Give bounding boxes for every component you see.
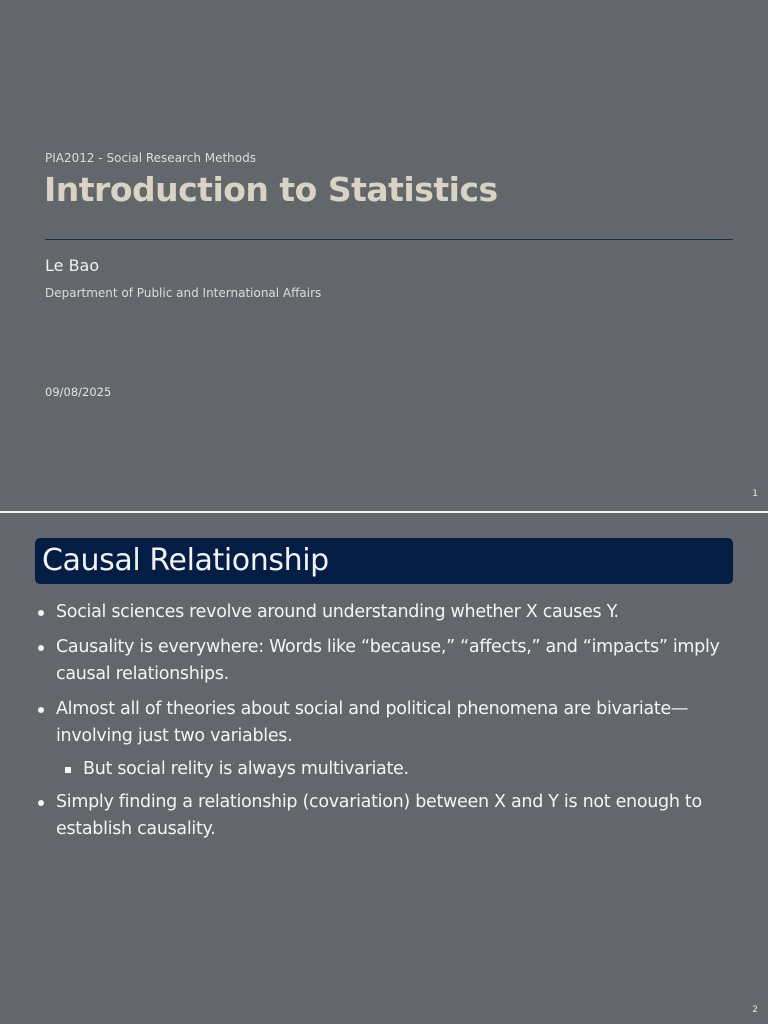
title-divider bbox=[45, 239, 733, 240]
bullet-item bbox=[36, 696, 736, 750]
course-label: PIA2012 - Social Research Methods bbox=[45, 151, 256, 165]
presentation-date: 09/08/2025 bbox=[45, 385, 112, 399]
content-slide bbox=[0, 513, 768, 1024]
bullet-dot-icon bbox=[38, 707, 44, 713]
title-slide bbox=[0, 0, 768, 511]
sub-bullet-text: But social relity is always multivariate. bbox=[83, 759, 409, 779]
page-number: 1 bbox=[752, 489, 758, 499]
author-department: Department of Public and International Affairs bbox=[45, 286, 322, 300]
bullet-square-icon bbox=[65, 767, 71, 773]
page-number: 2 bbox=[752, 1005, 758, 1015]
bullet-list bbox=[36, 599, 736, 851]
bullet-text: Causality is everywhere: Words like “because,” “affects,” and “impacts” imply causal relationships. bbox=[56, 637, 720, 684]
bullet-text: Social sciences revolve around understanding whether X causes Y. bbox=[56, 602, 619, 622]
bullet-dot-icon bbox=[38, 645, 44, 651]
bullet-item bbox=[36, 789, 736, 843]
bullet-dot-icon bbox=[38, 610, 44, 616]
frame-title: Causal Relationship bbox=[42, 543, 329, 578]
bullet-text: Simply finding a relationship (covariation) between X and Y is not enough to establish causality. bbox=[56, 792, 702, 839]
author-name: Le Bao bbox=[45, 256, 100, 275]
frame-title-bar bbox=[35, 538, 733, 584]
bullet-item bbox=[36, 599, 736, 626]
bullet-item bbox=[36, 634, 736, 688]
bullet-text: Almost all of theories about social and political phenomena are bivariate— involving just two variables. bbox=[56, 699, 689, 746]
sub-bullet-item bbox=[36, 756, 736, 783]
bullet-dot-icon bbox=[38, 800, 44, 806]
presentation-title: Introduction to Statistics bbox=[44, 170, 498, 209]
